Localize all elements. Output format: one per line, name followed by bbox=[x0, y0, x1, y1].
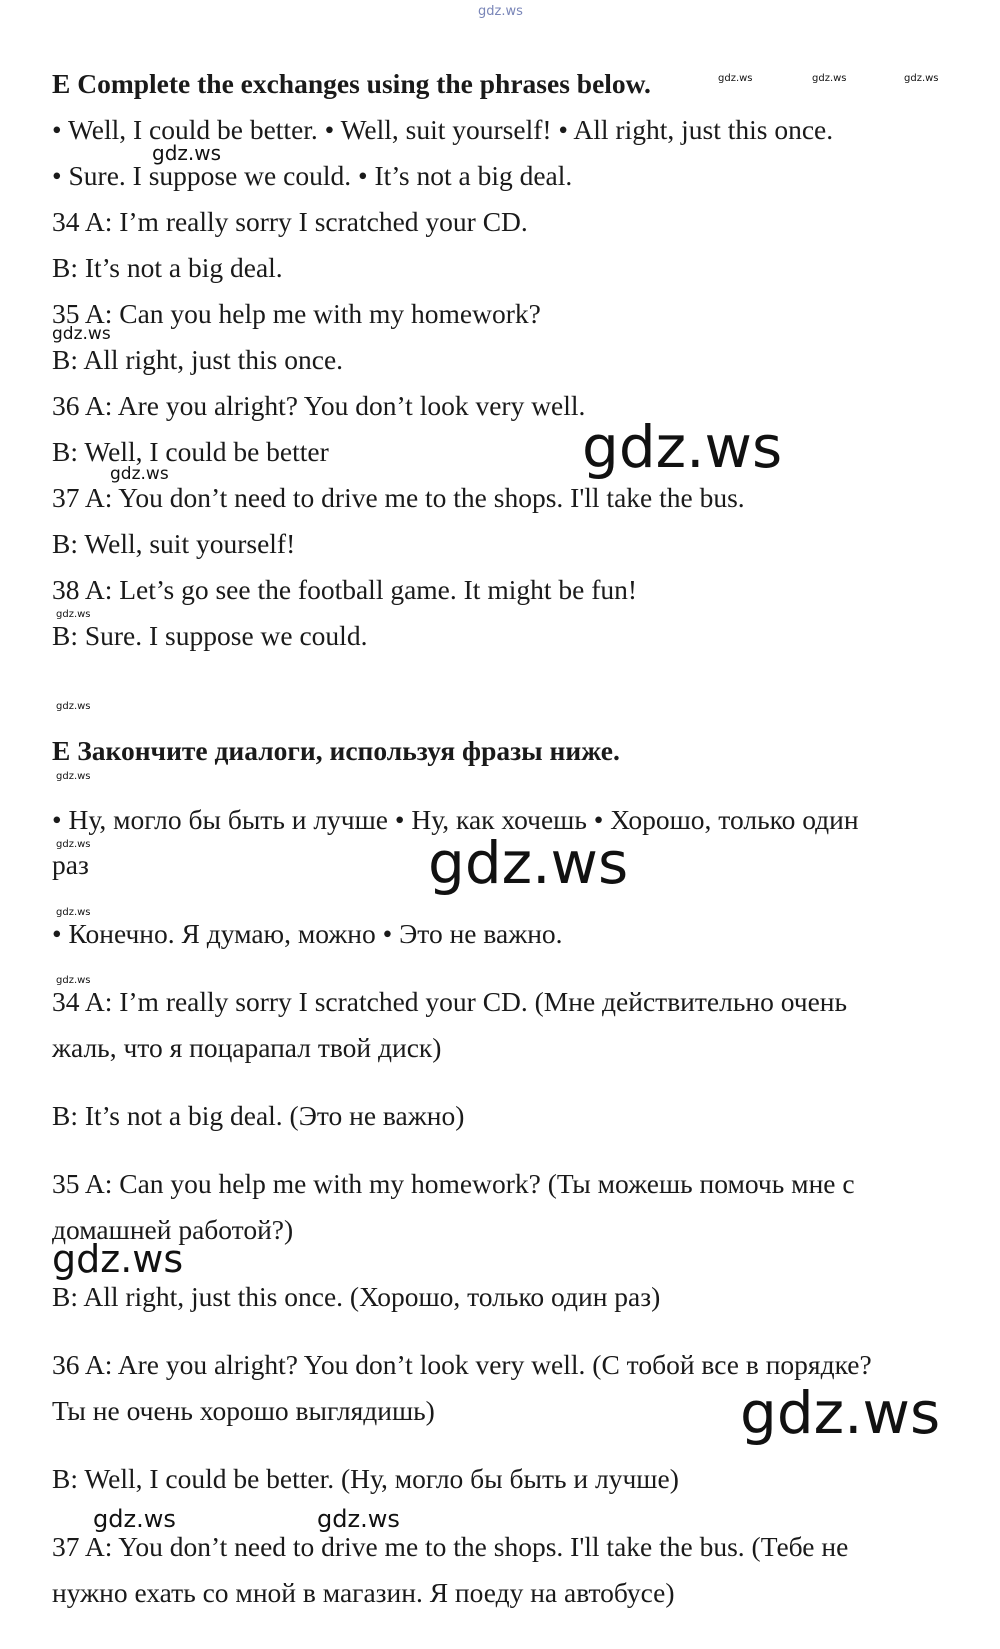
section-heading-russian: E Закончите диалоги, используя фразы ниже. bbox=[52, 735, 620, 766]
exchange-line: 38 A: Let’s go see the football game. It might be fun! bbox=[52, 574, 638, 605]
watermark-small: gdz.ws bbox=[812, 73, 847, 84]
exchange-line: B: All right, just this once. bbox=[52, 344, 344, 375]
exchange-line: B: It’s not a big deal. bbox=[52, 252, 283, 283]
exchange-line: B: It’s not a big deal. (Это не важно) bbox=[52, 1100, 465, 1131]
watermark-small: gdz.ws bbox=[56, 975, 91, 986]
exchange-line: Ты не очень хорошо выглядишь) bbox=[52, 1395, 435, 1426]
exchange-line: B: All right, just this once. (Хорошо, только один раз) bbox=[52, 1281, 661, 1312]
exchange-line: 34 A: I’m really sorry I scratched your CD. (Мне действительно очень bbox=[52, 986, 848, 1017]
exchange-line: 35 A: Can you help me with my homework? bbox=[52, 298, 541, 329]
watermark-medium: gdz.ws bbox=[152, 141, 222, 165]
watermark-small: gdz.ws bbox=[56, 771, 91, 782]
exchange-line: 34 A: I’m really sorry I scratched your CD. bbox=[52, 206, 528, 237]
watermark-top: gdz.ws bbox=[478, 4, 523, 19]
watermark-small: gdz.ws bbox=[718, 73, 753, 84]
watermark-small: gdz.ws bbox=[110, 464, 169, 484]
watermark-medium: gdz.ws bbox=[93, 1505, 176, 1533]
watermark-medium-large: gdz.ws bbox=[52, 1237, 184, 1281]
exchange-line: жаль, что я поцарапал твой диск) bbox=[52, 1032, 442, 1063]
section-heading-english: E Complete the exchanges using the phrases below. bbox=[52, 68, 651, 99]
exchange-line: B: Sure. I suppose we could. bbox=[52, 620, 368, 651]
phrases-line: • Well, I could be better. • Well, suit yourself! • All right, just this once. bbox=[52, 114, 834, 145]
watermark-large: gdz.ws bbox=[428, 829, 629, 897]
exchange-line: нужно ехать со мной в магазин. Я поеду на автобусе) bbox=[52, 1577, 675, 1608]
exchange-line: 36 A: Are you alright? You don’t look very well. bbox=[52, 390, 586, 421]
phrases-line: • Ну, могло бы быть и лучше • Ну, как хочешь • Хорошо, только один bbox=[52, 804, 859, 835]
exchange-line: 35 A: Can you help me with my homework? (Ты можешь помочь мне с bbox=[52, 1168, 855, 1199]
phrases-line: • Sure. I suppose we could. • It’s not a big deal. bbox=[52, 160, 573, 191]
watermark-small: gdz.ws bbox=[56, 839, 91, 850]
watermark-large: gdz.ws bbox=[740, 1379, 941, 1447]
watermark-small: gdz.ws bbox=[56, 907, 91, 918]
exchange-line: B: Well, I could be better bbox=[52, 436, 329, 467]
exchange-line: B: Well, I could be better. (Ну, могло бы быть и лучше) bbox=[52, 1463, 679, 1494]
watermark-small: gdz.ws bbox=[52, 324, 111, 344]
watermark-small: gdz.ws bbox=[904, 73, 939, 84]
exchange-line: домашней работой?) bbox=[52, 1214, 294, 1245]
phrases-line: • Конечно. Я думаю, можно • Это не важно. bbox=[52, 918, 563, 949]
exchange-line: B: Well, suit yourself! bbox=[52, 528, 296, 559]
exchange-line: 37 A: You don’t need to drive me to the shops. I'll take the bus. (Тебе не bbox=[52, 1531, 849, 1562]
phrases-line: раз bbox=[52, 849, 89, 880]
watermark-small: gdz.ws bbox=[56, 701, 91, 712]
watermark-large: gdz.ws bbox=[582, 413, 783, 481]
watermark-medium: gdz.ws bbox=[317, 1505, 400, 1533]
watermark-small: gdz.ws bbox=[56, 609, 91, 620]
exchange-line: 36 A: Are you alright? You don’t look very well. (С тобой все в порядке? bbox=[52, 1349, 872, 1380]
exchange-line: 37 A: You don’t need to drive me to the shops. I'll take the bus. bbox=[52, 482, 745, 513]
